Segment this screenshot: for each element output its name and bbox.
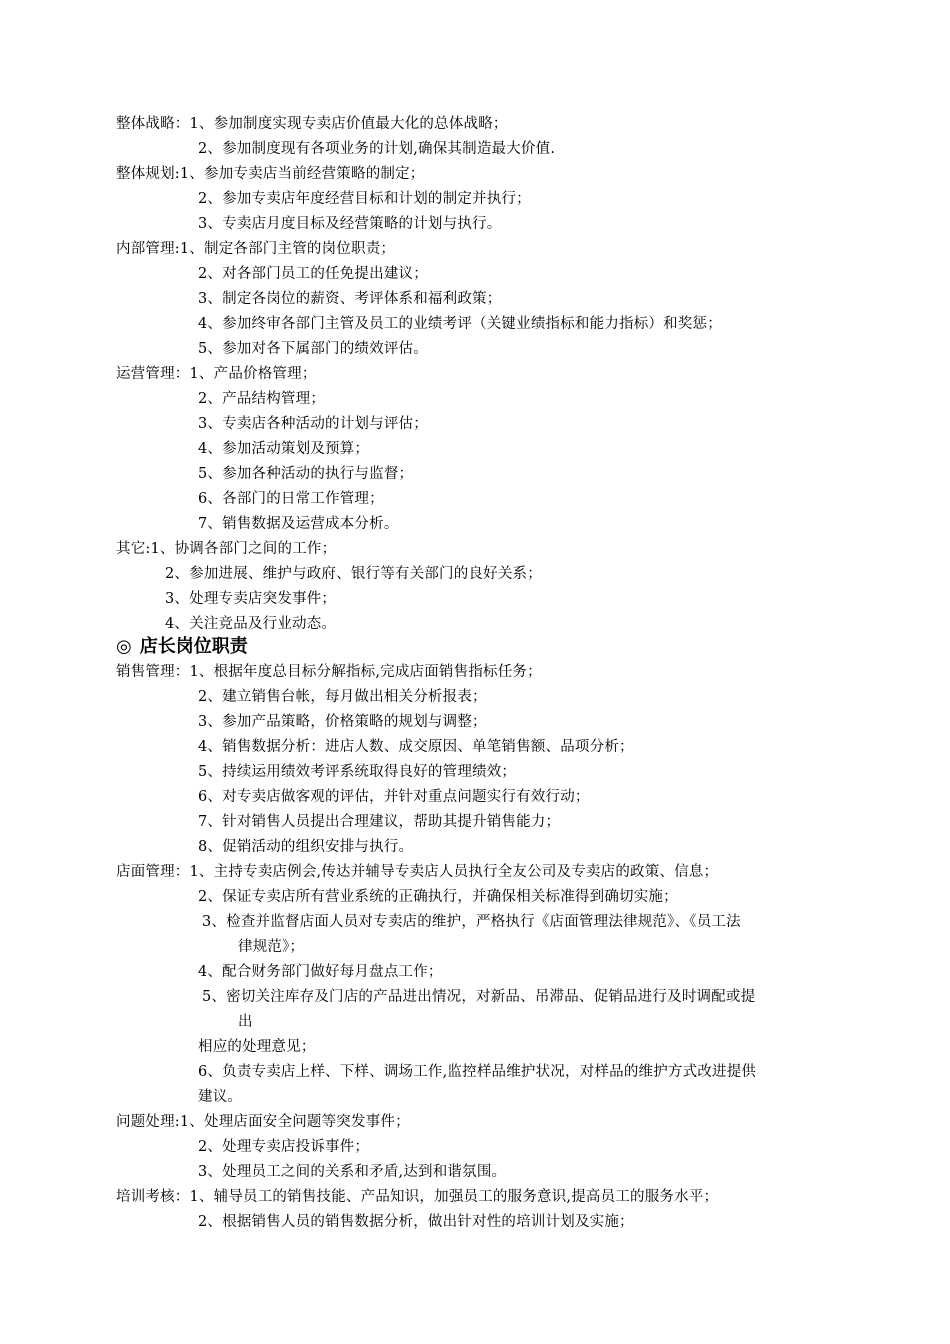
sales-line-6: 6、对专卖店做客观的评估，并针对重点问题实行有效行动； <box>198 789 590 805</box>
operations-line-6: 6、各部门的日常工作管理； <box>198 491 384 507</box>
training-line-2: 2、根据销售人员的销售数据分析，做出针对性的培训计划及实施； <box>198 1214 634 1230</box>
strategy-line-1: 整体战略：1、参加制度实现专卖店价值最大化的总体战略； <box>116 116 508 132</box>
store-line-3a: 3、检查并监督店面人员对专卖店的维护，严格执行《店面管理法律规范》、《员工法 <box>202 914 741 930</box>
section-title: 店长岗位职责 <box>139 636 248 657</box>
sales-line-7: 7、针对销售人员提出合理建议，帮助其提升销售能力； <box>198 814 561 830</box>
planning-line-1: 整体规划:1、参加专卖店当前经营策略的制定； <box>116 166 425 182</box>
store-line-5c: 相应的处理意见； <box>198 1039 316 1055</box>
store-line-5a: 5、密切关注库存及门店的产品进出情况，对新品、吊滞品、促销品进行及时调配或提 <box>202 989 756 1005</box>
problems-line-3: 3、处理员工之间的关系和矛盾,达到和谐氛围。 <box>198 1164 507 1180</box>
operations-line-2: 2、产品结构管理； <box>198 391 326 407</box>
internal-line-5: 5、参加对各下属部门的绩效评估。 <box>198 341 428 357</box>
operations-line-7: 7、销售数据及运营成本分析。 <box>198 516 399 532</box>
sales-line-1: 销售管理：1、根据年度总目标分解指标,完成店面销售指标任务； <box>116 664 542 680</box>
store-line-6a: 6、负责专卖店上样、下样、调场工作,监控样品维护状况，对样品的维护方式改进提供 <box>198 1064 757 1080</box>
internal-line-1: 内部管理:1、制定各部门主管的岗位职责； <box>116 241 396 257</box>
internal-line-4: 4、参加终审各部门主管及员工的业绩考评（关键业绩指标和能力指标）和奖惩； <box>198 316 722 332</box>
internal-line-2: 2、对各部门员工的任免提出建议； <box>198 266 428 282</box>
operations-line-5: 5、参加各种活动的执行与监督； <box>198 466 414 482</box>
sales-line-8: 8、促销活动的组织安排与执行。 <box>198 839 414 855</box>
planning-line-2: 2、参加专卖店年度经营目标和计划的制定并执行； <box>198 191 531 207</box>
double-circle-icon: ◎ <box>116 636 132 657</box>
internal-line-3: 3、制定各岗位的薪资、考评体系和福利政策； <box>198 291 502 307</box>
other-line-2: 2、参加进展、维护与政府、银行等有关部门的良好关系； <box>165 566 542 582</box>
store-line-5b: 出 <box>238 1014 253 1030</box>
other-line-1: 其它:1、协调各部门之间的工作； <box>116 541 337 557</box>
operations-line-1: 运营管理：1、产品价格管理； <box>116 366 317 382</box>
sales-line-2: 2、建立销售台帐，每月做出相关分析报表； <box>198 689 487 705</box>
problems-line-2: 2、处理专卖店投诉事件； <box>198 1139 370 1155</box>
operations-line-4: 4、参加活动策划及预算； <box>198 441 370 457</box>
problems-line-1: 问题处理:1、处理店面安全问题等突发事件； <box>116 1114 410 1130</box>
store-line-6b: 建议。 <box>198 1089 243 1105</box>
store-line-3b: 律规范》； <box>238 939 305 955</box>
store-line-2: 2、保证专卖店所有营业系统的正确执行，并确保相关标准得到确切实施； <box>198 889 678 905</box>
store-line-4: 4、配合财务部门做好每月盘点工作； <box>198 964 443 980</box>
sales-line-3: 3、参加产品策略，价格策略的规划与调整； <box>198 714 487 730</box>
other-line-3: 3、处理专卖店突发事件； <box>165 591 337 607</box>
section-heading <box>116 636 248 658</box>
other-line-4: 4、关注竞品及行业动态。 <box>165 616 337 632</box>
planning-line-3: 3、专卖店月度目标及经营策略的计划与执行。 <box>198 216 502 232</box>
training-line-1: 培训考核：1、辅导员工的销售技能、产品知识，加强员工的服务意识,提高员工的服务水平； <box>116 1189 719 1205</box>
sales-line-5: 5、持续运用绩效考评系统取得良好的管理绩效； <box>198 764 517 780</box>
store-line-1: 店面管理：1、主持专卖店例会,传达并辅导专卖店人员执行全友公司及专卖店的政策、信息； <box>116 864 719 880</box>
strategy-line-2: 2、参加制度现有各项业务的计划,确保其制造最大价值. <box>198 141 556 157</box>
operations-line-3: 3、专卖店各种活动的计划与评估； <box>198 416 428 432</box>
sales-line-4: 4、销售数据分析：进店人数、成交原因、单笔销售额、品项分析； <box>198 739 634 755</box>
